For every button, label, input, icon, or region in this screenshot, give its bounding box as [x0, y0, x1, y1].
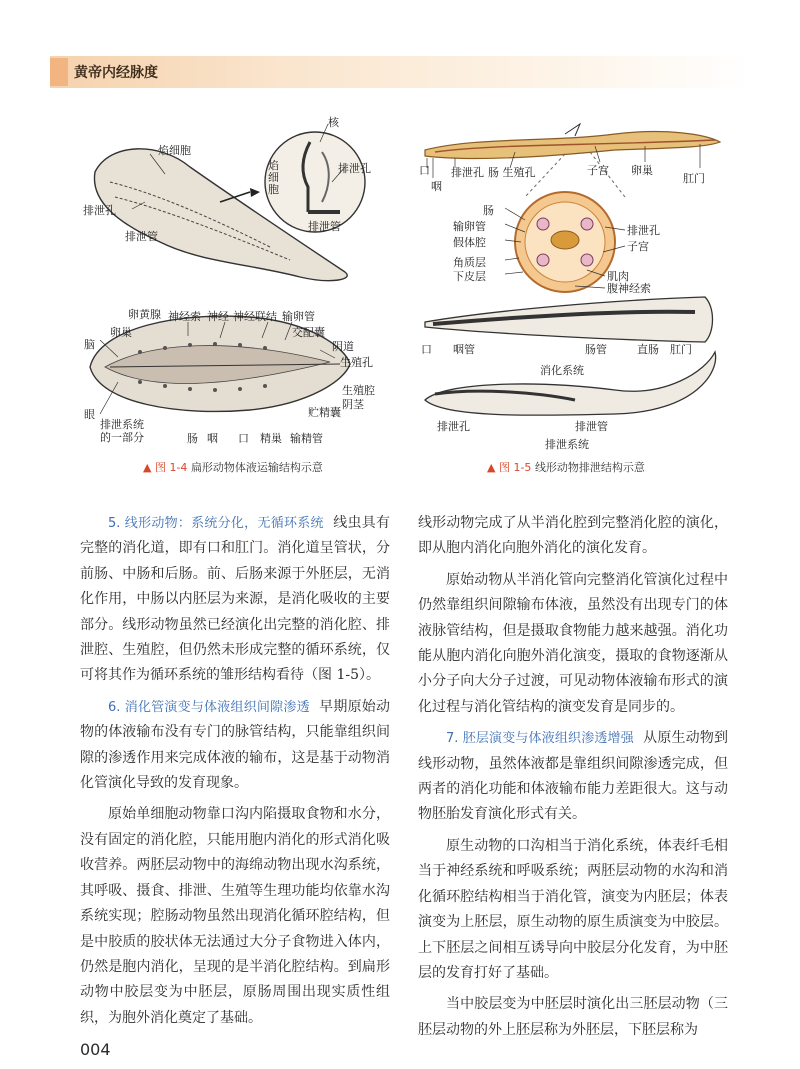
header-accent-block: [50, 58, 68, 86]
label-genital-cavity: 生殖腔: [342, 384, 375, 397]
right-text-column: [418, 511, 728, 1049]
figure-caption-1-4: ▲ 图 1-4 扁形动物体液运输结构示意: [143, 461, 323, 474]
caption-triangle-icon: ▲: [143, 461, 152, 474]
running-header-title: 黄帝内经脉度: [74, 65, 158, 81]
label-oviduct: 输卵管: [282, 310, 315, 323]
label-r-pseudocoel: 假体腔: [453, 236, 486, 249]
label-r-hypodermis: 下皮层: [453, 270, 486, 283]
label-r-anus: 肛门: [683, 172, 705, 185]
paragraph-text: 线形动物完成了从半消化腔到完整消化腔的演化，即从胞内消化向胞外消化的演化发育。: [418, 515, 728, 557]
label-nerve-link: 神经联结: [233, 310, 277, 323]
label-d-anus: 肛门: [670, 343, 692, 356]
label-vas-deferens: 输精管: [290, 432, 323, 445]
label-nerve-cord: 神经索: [168, 310, 201, 323]
label-r-muscle: 肌肉: [607, 270, 629, 283]
label-yolk-gland: 卵黄腺: [128, 308, 161, 321]
page-number: 004: [80, 1040, 111, 1059]
label-r-gut: 肠: [483, 204, 494, 217]
label-excretory-tube: 排泄管: [125, 230, 158, 243]
figure-caption-1-5: ▲ 图 1-5 线形动物排泄结构示意: [487, 461, 645, 474]
paragraph-section-5: 5. 线形动物：系统分化，无循环系统 线虫具有完整的消化道，即有口和肛门。消化道呈管状，分前肠、中肠和后肠。前、后肠来源于外胚层，无消化作用，中肠以内胚层为来源，是消化吸收的主要部分。线形动物虽然已经演化出完整的消化腔、排泄腔、生殖腔，但仍然未形成完整的循环系统，仅可将其作为循环系统的雏形结构看待（图 1-5）。: [80, 515, 390, 684]
left-text-column: [80, 511, 390, 1037]
heading-section-7: 7. 胚层演变与体液组织渗透增强: [446, 731, 634, 747]
label-pharynx: 咽: [207, 432, 218, 445]
label-mouth: 口: [238, 432, 249, 445]
paragraph-section-7: 7. 胚层演变与体液组织渗透增强 从原生动物到线形动物，虽然体液都是靠组织间隙渗透完成，但两者的消化功能和体液输布能力差距很大。这与动物胚胎发育演化形式有关。: [418, 730, 729, 823]
label-inset-excretory-pore: 排泄孔: [338, 162, 371, 175]
label-testis: 精巢: [260, 432, 282, 445]
label-inset-flame-cell: 焰细胞: [268, 159, 279, 196]
label-copulatory-sac: 交配囊: [292, 326, 325, 339]
label-r-pharynx: 咽: [431, 180, 442, 193]
heading-section-6: 6. 消化管演变与体液组织间隙渗透: [108, 699, 310, 715]
label-excretory-system-part: 排泄系统 的一部分: [100, 418, 144, 444]
figure-roundworm: [415, 112, 730, 457]
label-r-ventral-nerve: 腹神经索: [607, 282, 651, 295]
label-r-cuticle: 角质层: [453, 256, 486, 269]
label-penis: 阴茎: [342, 398, 364, 411]
caption-triangle-icon: ▲: [487, 461, 496, 474]
label-flame-cell: 焰细胞: [158, 144, 191, 157]
label-e-pore: 排泄孔: [437, 420, 470, 433]
paragraph-text: 原生动物的口沟相当于消化系统，体表纤毛相当于神经系统和呼吸系统；两胚层动物的水沟和消化循环腔结构相当于消化管，演变为内胚层；体表演变为上胚层，原生动物的原生质演变为中胶层。上下胚层之间相互诱导向中胶层分化发育，为中胚层的发育打好了基础。: [418, 837, 728, 981]
label-r-excretory-pore: 排泄孔: [451, 166, 484, 179]
label-d-pharynx: 咽管: [453, 343, 475, 356]
inset-flame-cell: [265, 132, 365, 232]
label-genital-pore: 生殖孔: [340, 356, 373, 369]
label-digestive-system: 消化系统: [540, 364, 584, 377]
label-nerve: 神经: [207, 310, 229, 323]
label-r-section-excretory-pore: 排泄孔: [627, 224, 660, 237]
heading-section-5: 5. 线形动物：系统分化，无循环系统: [108, 516, 324, 531]
label-inset-excretory-tube: 排泄管: [308, 220, 341, 233]
figure-flatworm: [70, 112, 375, 457]
label-d-gut: 肠管: [585, 343, 607, 356]
label-gut: 肠: [187, 432, 198, 445]
label-excretory-system: 排泄系统: [545, 438, 589, 451]
label-r-mouth: 口: [419, 164, 430, 177]
label-r-oviduct: 输卵管: [453, 220, 486, 233]
label-seminal-vesicle: 贮精囊: [308, 406, 341, 419]
label-vagina: 阴道: [332, 340, 354, 353]
label-r-gut-genital-pore: 肠 生殖孔: [488, 166, 536, 179]
label-e-tube: 排泄管: [575, 420, 608, 433]
paragraph-text: 原始动物从半消化管向完整消化管演化过程中仍然靠组织间隙输布体液，虽然没有出现专门的体液脉管结构，但是摄取食物能力越来越强。消化功能从胞内消化向胞外消化演变，摄取的食物逐渐从小分子向大分子过渡，可见动物体液输布形式的演化过程与消化管结构的演变发育是同步的。: [418, 571, 728, 715]
label-d-mouth: 口: [421, 343, 432, 356]
label-r-section-uterus: 子宫: [627, 240, 649, 253]
label-eye: 眼: [84, 408, 95, 421]
label-brain: 脑: [84, 338, 95, 351]
label-r-ovary: 卵巢: [631, 164, 653, 177]
paragraph-section-6: 6. 消化管演变与体液组织间隙渗透 早期原始动物的体液输布没有专门的脉管结构，只能靠组织间隙的渗透作用来完成体液的输布，这是基于动物消化管演化导致的发育现象。: [80, 698, 391, 792]
label-nucleus: 核: [328, 116, 339, 129]
paragraph-text: 当中胶层变为中胚层时演化出三胚层动物（三胚层动物的外上胚层称为外胚层，下胚层称为: [418, 996, 728, 1038]
label-excretory-pore: 排泄孔: [83, 204, 116, 217]
label-d-rectum: 直肠: [637, 343, 659, 356]
label-r-uterus: 子宫: [587, 164, 609, 177]
label-ovary: 卵巢: [110, 326, 132, 339]
paragraph-text: 原始单细胞动物靠口沟内陷摄取食物和水分，没有固定的消化腔，只能用胞内消化的形式消化吸收营养。两胚层动物中的海绵动物出现水沟系统，其呼吸、摄食、排泄、生殖等生理功能均依靠水沟系统实现；腔肠动物虽然出现消化循环腔结构，但是中胶质的胶状体无法通过大分子食物进入体内，仍然是胞内消化，呈现的是半消化腔结构。到扁形动物中胶层变为中胚层，原肠周围出现实质性组织，为胞外消化奠定了基础。: [80, 806, 390, 1026]
